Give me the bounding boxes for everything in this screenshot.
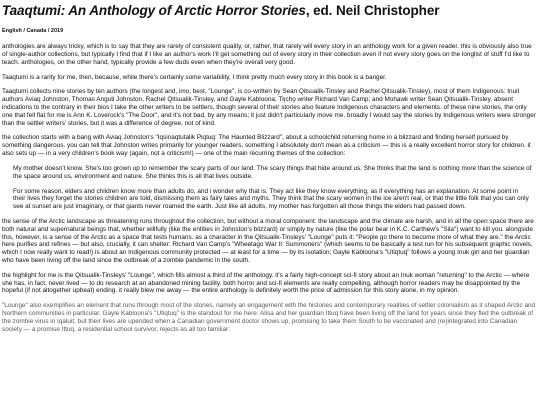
review-meta: English / Canada / 2019 (2, 28, 64, 35)
paragraph-colonialism: "Lounge" also exemplifies an element that runs through most of the stories, namely an engagement with the histories and contemporary realities of settler colonialism as it shaped Arctic and Northern communities in particular. Gayle Kabloona's "Utiqtuq" is the standout for me here: Alisa and her guardian Ittuq have been living off the land for years since they fled the outbreak of the zombie virus in Iqaluit, but their lives are upended when a Canadian government doctor shows up, promising to take them South to be vaccinated and (re)integrated into Canadian society — a promise Ittuq, a residential school survivor, rejects as all too familiar: (2, 302, 536, 333)
book-title: Taaqtumi: An Anthology of Arctic Horror Stories (2, 3, 306, 18)
quote-elders: For some reason, elders and children know more than adults do, and i wonder why that is. They act like they know everything, as if everything has an explanation. At some point in their lives they forget the stories children are told, dismissing them as fairy tales and myths. They think that the scary women in the ice aren't real, or that the little folk that you can only see at sunset are just imaginary, or that giants never roamed the earth. Just like all adults, my mother has forgotten all those things the elders had passed down. (13, 187, 529, 211)
paragraph-authors: Taaqtumi collects nine stories by ten authors (the longest and, imo, best, "Lounge", is co-written by Sean Qitsualik-Tinsley and Rachel Qitsualik-Tinsley), most of them Indigenous: Inuit authors Aviaq Johnston, Thomas Anguti Johnston, Rachel Qitsualik-Tinsley, and Gayle Kabloona; Tłı̨chǫ writer Richard Van Camp; and Mohawk writer Sean Qitsualik-Tinsley. absent indications to the contrary in their bios I take the other writers to be settlers, though several of their stories also feature Indigenous characters and elements. of these nine stories, the only one that fell flat for me is Ann K. Loverock's "The Door", and it's not bad, by any means; it just didn't particularly move me. broadly I would say the stories by Indigenous writers were stronger than the settler writers' stories, but it was a difference of degree, not of kind. (2, 88, 536, 127)
paragraph-rarity: Taaqtumi is a rarity for me, then, because, while there's certainly some variability, I think pretty much every story in this book is a banger. (2, 73, 387, 81)
quote-block (2, 165, 538, 211)
paragraph-intro: anthologies are always tricky, which is to say that they are rarely of consistent quality, or, rather, that rarely will every story in an anthology work for a given reader. this is obviously also true of single-author collections, but typically I find that if I like an author's work I'll get something out of every story in their collection even if not every story goes on the longlist of stuff I'd like to teach. anthologies, on the other hand, typically provide a few duds even when they're overall very good. (2, 43, 532, 66)
review-title (2, 3, 538, 19)
quote-mother: My mother doesn't know. She's too grown up to remember the scary parts of our land. The scary things that hide around us. She thinks that the land is nothing more than the science of the space around us, environment and nature. She thinks this is all that lives outside. (13, 164, 532, 180)
title-editor: , ed. Neil Christopher (305, 3, 440, 18)
paragraph-opening-story: the collection starts with a bang with Aviaq Johnston's "Iqsinaqtutalik Piqtuq: The Haunted Blizzard", about a schoolchild returning home in a blizzard and finding herself pursued by something dangerous. you can tell that Johnston writes primarily for younger readers, something I absolutely don't mean as a criticism — this is a really excellent horror story for children. it also sets up — in a very children's book way (again, not a criticism!) — one of the main recurring themes of the collection: (2, 134, 531, 158)
paragraph-lounge: the highlight for me is the Qitsualik-Tinsleys' "Lounge", which fills almost a third of the anthology. it's a fairly high-concept sci-fi story about an Inuk woman "returning" to the Arctic — where she has, in fact, never lived — to do research at an abandoned mining facility. both horror and sci-fi elements are really compelling, although horror readers may be disappointed by the hopeful (if not altogether upbeat) ending. it really blew me away — the entire anthology is definitely worth the price of admission for this story alone, in my opinion. (2, 271, 530, 295)
paragraph-landscape: the sense of the Arctic landscape as threatening runs throughout the collection, but without a moral component: the landscape and the climate are harsh, and in all the open space there are both natural and supernatural beings that, whether willfully (like the entities in Johnston's blizzard) or simply by nature (like the polar bear in K.C. Carthew's "Sila") want to kill you. alongside this, however, is a sense of the Arctic as a space that tests humans. as a character in the Qitsualik-Tinsleys' "Lounge" puts it: "People go there to become more of what they are." the Arctic here purifies and refines — but also, crucially, it can shelter: Richard Van Camp's "Wheetago War II: Summoners" (which seems to be basically a test run for his subsequent graphic novels, which I now really want to read!) is about an Indigenous community protected — at least for a time — by its isolation; Gayle Kabloona's "Utiqtuq" follows a young Inuk girl and her guardian who have been living off the land since the outbreak of a zombie pandemic in the south. (2, 217, 534, 265)
